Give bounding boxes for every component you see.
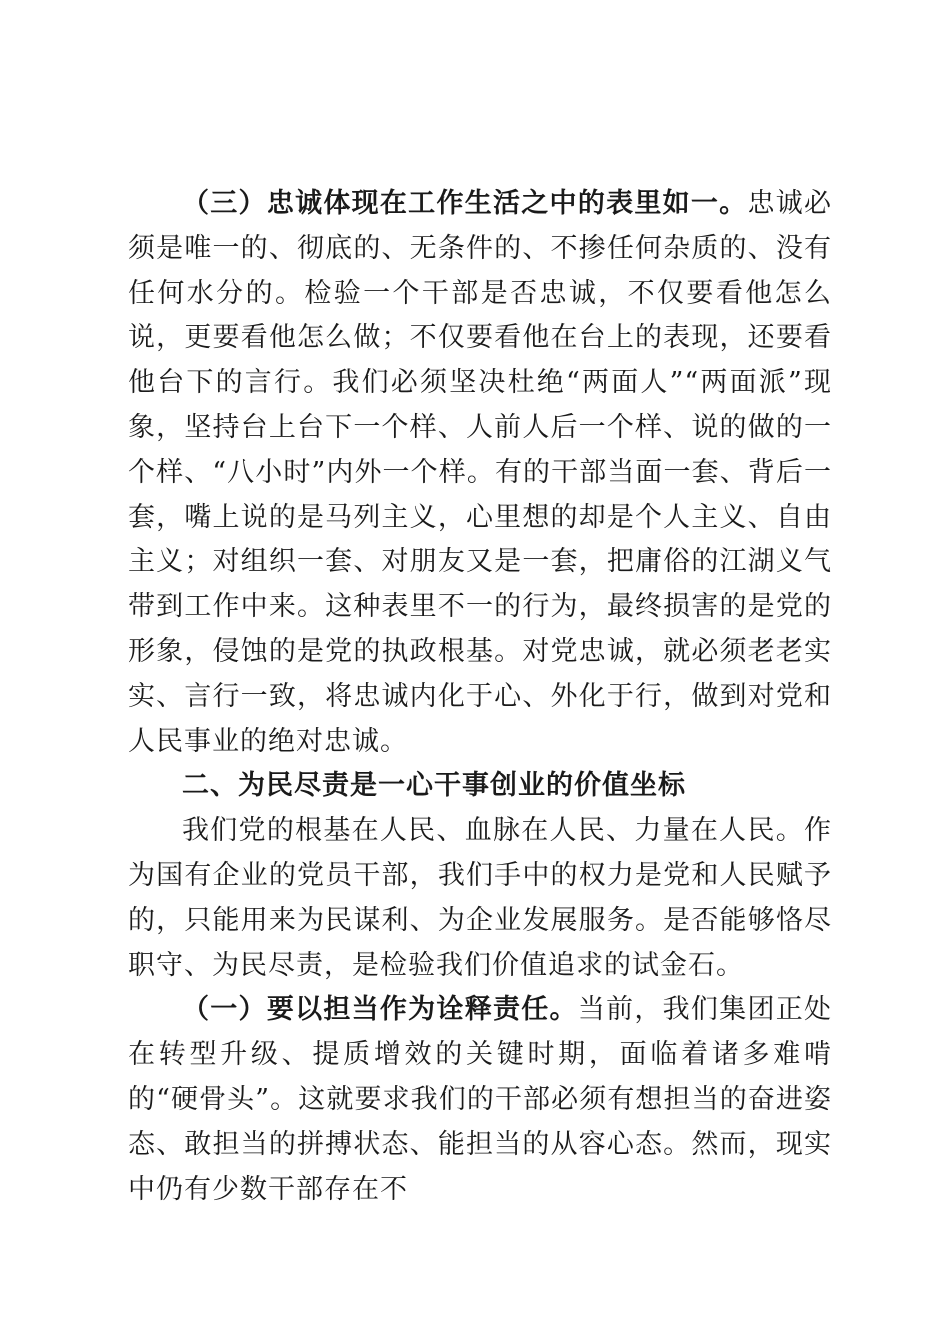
paragraph-text: 我们党的根基在人民、血脉在人民、力量在人民。作为国有企业的党员干部，我们手中的权力是党和人民赋予的，只能用来为民谋利、为企业发展服务。是否能够恪尽职守、为民尽责，是检验我们价值追求的试金石。 [128, 815, 832, 981]
paragraph-heading: （三）忠诚体现在工作生活之中的表里如一。 [182, 188, 748, 219]
paragraph-people-foundation [128, 809, 832, 988]
paragraph-responsibility [128, 988, 832, 1212]
paragraph-text: 当前，我们集团正处在转型升级、提质增效的关键时期，面临着诸多难啃的“硬骨头”。这就要求我们的干部必须有想担当的奋进姿态、敢担当的拼搏状态、能担当的从容心态。然而，现实中仍有少数干部存在不 [128, 994, 833, 1205]
paragraph-heading: （一）要以担当作为诠释责任。 [182, 994, 578, 1026]
paragraph-text: 忠诚必须是唯一的、彻底的、无条件的、不掺任何杂质的、没有任何水分的。检验一个干部是否忠诚，不仅要看他怎么说，更要看他怎么做；不仅要看他在台上的表现，还要看他台下的言行。我们必须坚决杜绝“两面人”“两面派”现象，坚持台上台下一个样、人前人后一个样、说的做的一个样、“八小时”内外一个样。有的干部当面一套、背后一套，嘴上说的是马列主义，心里想的却是个人主义、自由主义；对组织一套、对朋友又是一套，把庸俗的江湖义气带到工作中来。这种表里不一的行为，最终损害的是党的形象，侵蚀的是党的执政根基。对党忠诚，就必须老老实实、言行一致，将忠诚内化于心、外化于行，做到对党和人民事业的绝对忠诚。 [128, 188, 833, 757]
section-heading-serve-people [128, 764, 832, 809]
document-body [128, 182, 832, 1212]
section-title: 二、为民尽责是一心干事创业的价值坐标 [182, 770, 686, 802]
paragraph-loyalty-consistency [128, 182, 832, 764]
